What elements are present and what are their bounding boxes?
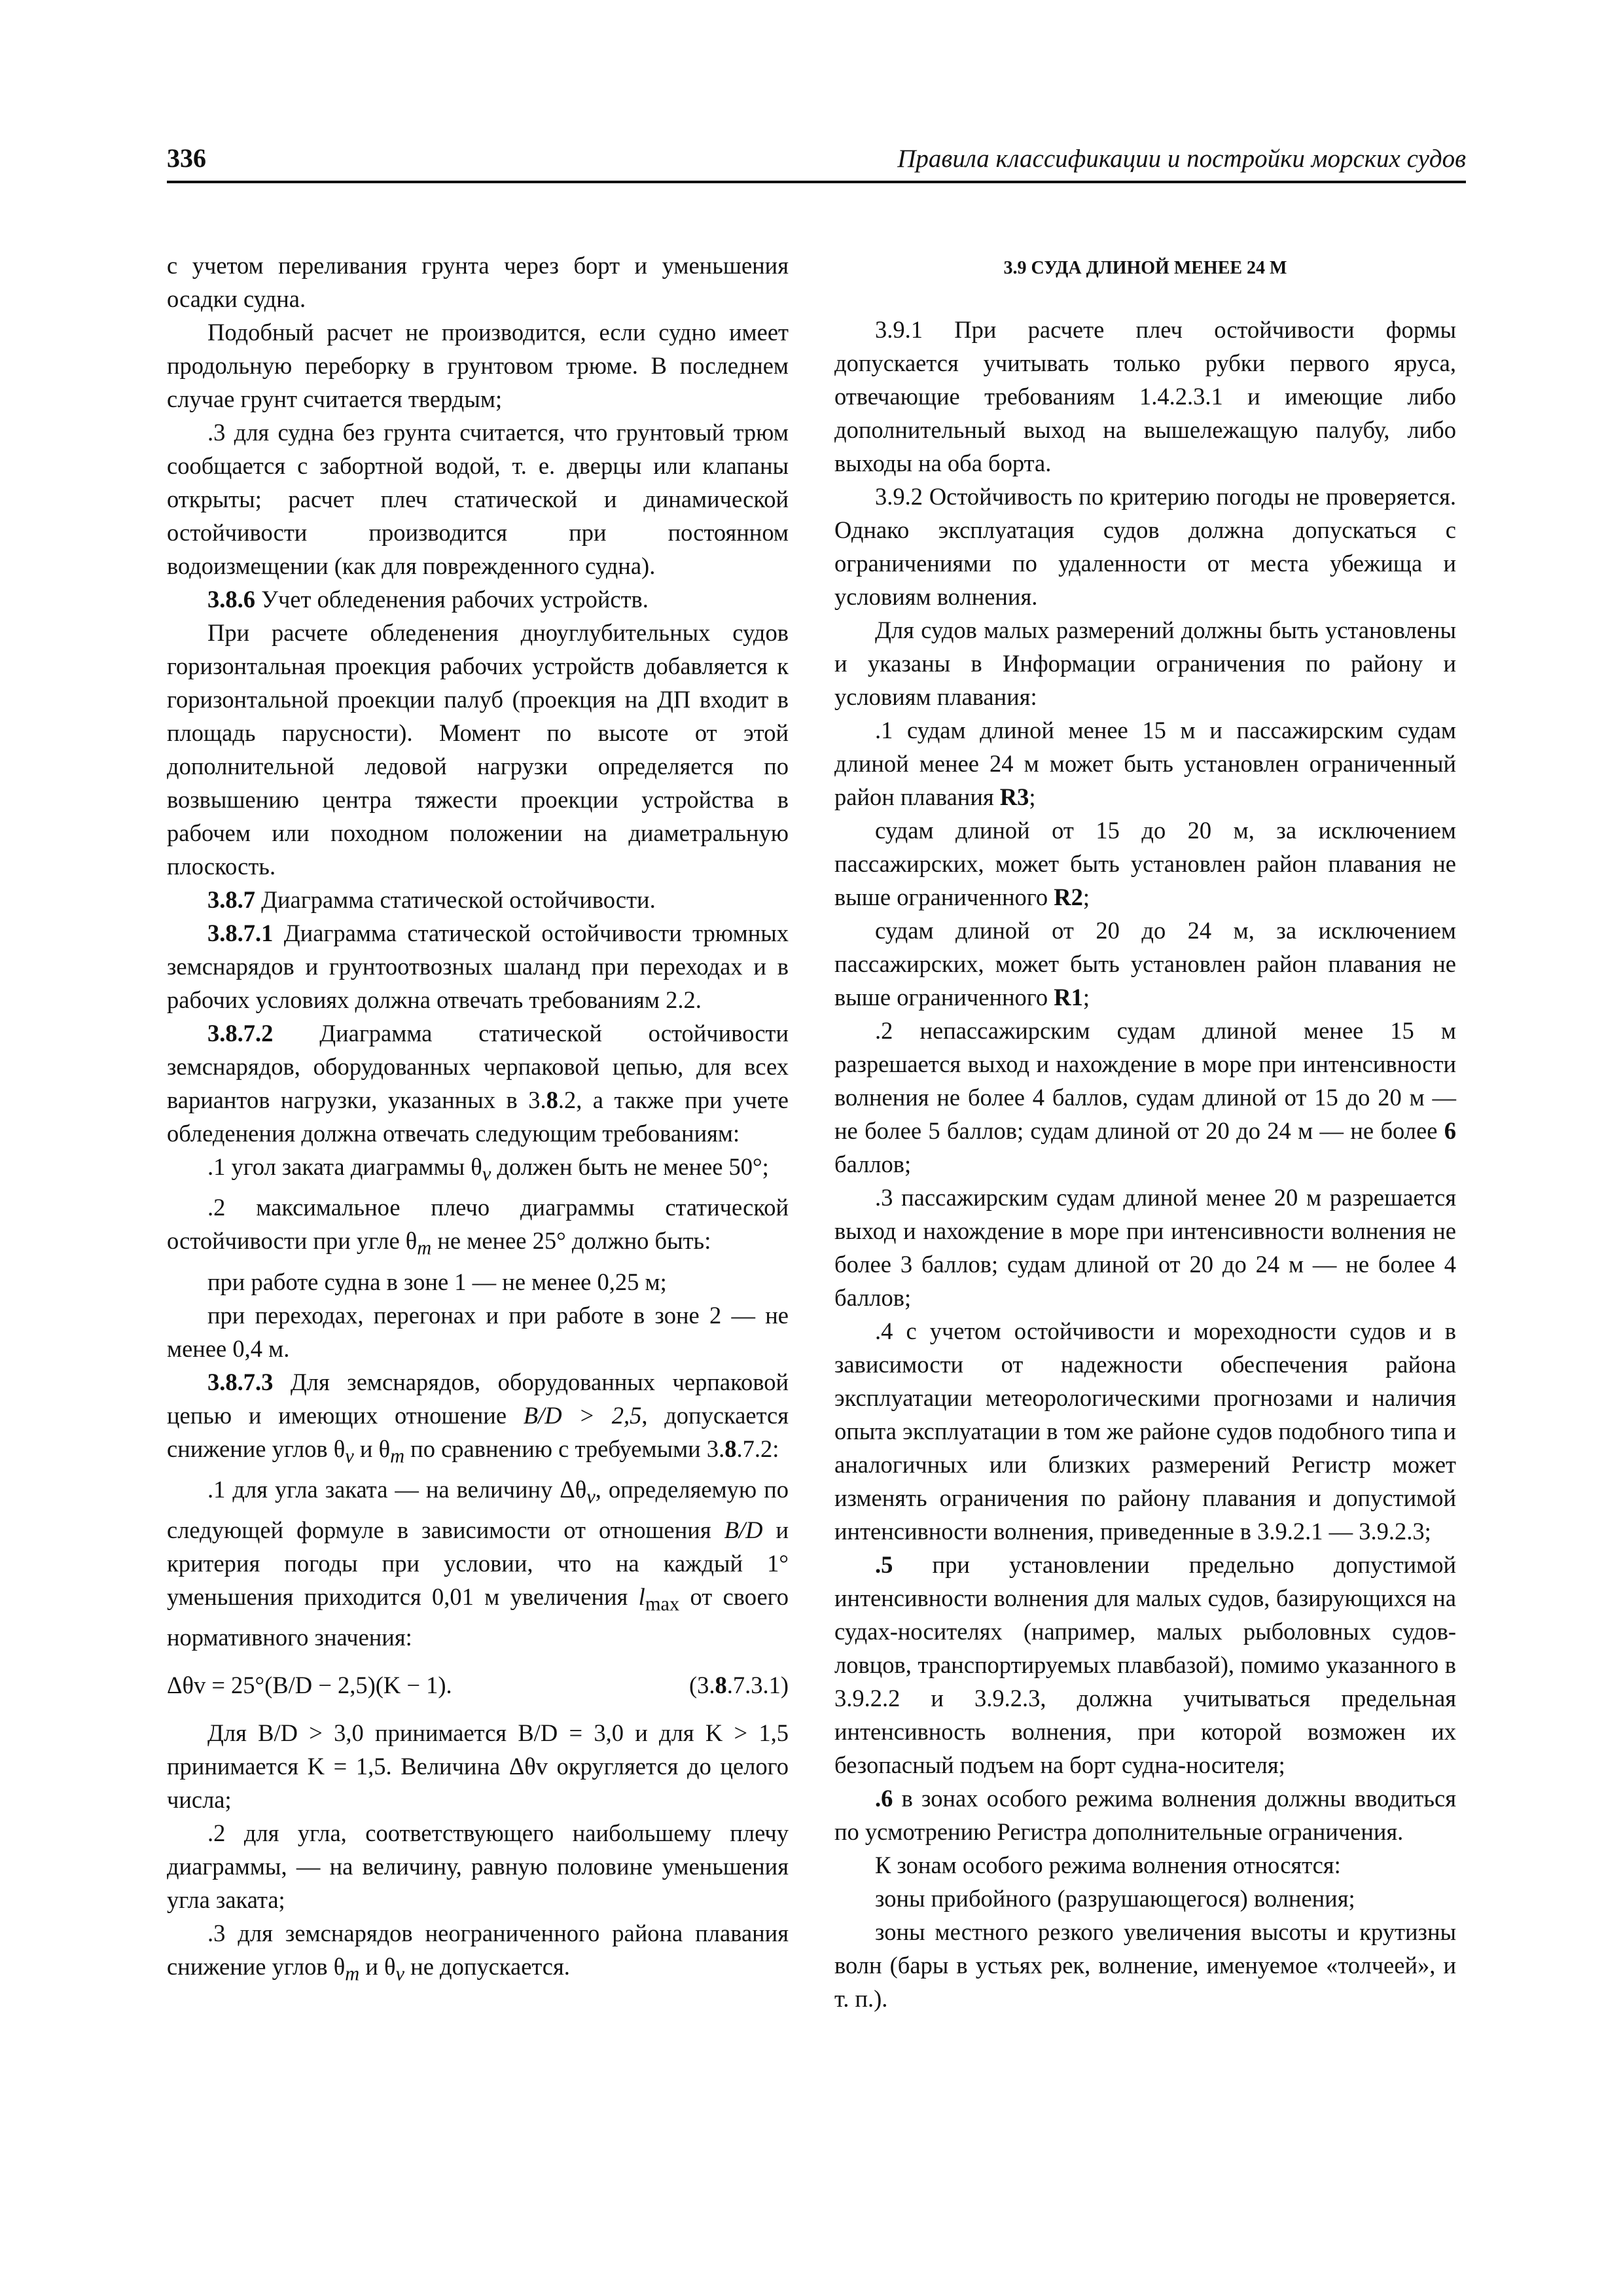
list-item: судам длиной от 20 до 24 м, за исключением пассажирских, может быть установлен район плавания не выше ограниченного R1;	[834, 917, 1456, 1011]
list-item: зоны местного резкого увеличения высоты и крутизны волн (бары в устьях рек, волнение, именуемое «толчеей», и т. п.).	[834, 1918, 1456, 2012]
paragraph: .3 для судна без грунта считается, что грунтовый трюм сообщается с забортной водой, т. е. дверцы или клапаны открыты; расчет плеч статической и динамической остойчивости производится при постоянном водоизмещении (как для поврежденного судна).	[167, 419, 789, 579]
paragraph-3-8-7-1: 3.8.7.1 Диаграмма статической остойчивости трюмных земснарядов и грунтоотвозных шаланд при переходах и в рабочих условиях должна отвечать требованиям 2.2.	[167, 920, 789, 1013]
list-item: .6 в зонах особого режима волнения должны вводиться по усмотрению Регистра дополнительные ограничения.	[834, 1785, 1456, 1845]
paragraph: Подобный расчет не производится, если судно имеет продольную переборку в грунтовом трюме. В последнем случае грунт считается твердым;	[167, 319, 789, 412]
list-item: .1 судам длиной менее 15 м и пассажирским судам длиной менее 24 м может быть установлен ограниченный район плавания R3;	[834, 717, 1456, 810]
list-item: .3 пассажирским судам длиной менее 20 м разрешается выход и нахождение в море при интенсивности волнения не более 3 баллов; судам длиной от 20 до 24 м — не более 4 баллов;	[834, 1184, 1456, 1311]
list-item: зоны прибойного (разрушающегося) волнения;	[875, 1885, 1355, 1912]
list-item: .4 с учетом остойчивости и мореходности судов и в зависимости от надежности обеспечения района эксплуатации метеорологическими прогнозами и наличия опыта эксплуатации в том же районе судов подобного типа и аналогичных или близких размерений Регистр может изменять ограничения по району плавания и допустимой интенсивности волнения, приведенные в 3.9.2.1 — 3.9.2.3;	[834, 1318, 1456, 1545]
section-heading-3-8-7: 3.8.7 Диаграмма статической остойчивости.	[207, 886, 656, 913]
list-item: .3 для земснарядов неограниченного района плавания снижение углов $\theta_m$ и $\theta_v$ не допускается.	[167, 1920, 789, 1985]
paragraph: При расчете обледенения дноуглубительных судов горизонтальная проекция рабочих устройств добавляется к горизонтальной проекции палуб (проекция на ДП входит в площадь парусности). Момент по высоте от этой дополнительной ледовой нагрузки определяется по возвышению центра тяжести проекции устройства в рабочем или походном положении на диаметральную плоскость.	[167, 619, 789, 880]
paragraph-3-9-2: 3.9.2 Остойчивость по критерию погоды не проверяется. Однако эксплуатация судов должна допускаться с ограничениями по удаленности от места убежища и условиям волнения.	[834, 483, 1456, 610]
paragraph-3-9-1: 3.9.1 При расчете плеч остойчивости формы допускается учитывать только рубки первого яруса, отвечающие требованиям 1.4.2.3.1 и имеющие либо дополнительный выход на вышележащую палубу, либо выходы на оба борта.	[834, 316, 1457, 476]
paragraph: с учетом переливания грунта через борт и уменьшения осадки судна.	[167, 252, 789, 312]
formula-number: (3.8.7.3.1)	[688, 1672, 789, 1699]
paragraph: К зонам особого режима волнения относятся:	[875, 1852, 1341, 1878]
list-item: .5 при установлении предельно допустимой интенсивности волнения для малых судов, базирующихся на судах-носителях (например, малых рыболовных судов-ловцов, транспортируемых плавбазой), помимо указанного в 3.9.2.2 и 3.9.2.3, должна учитываться предельная интенсивность волнения, при которой возможен их безопасный подъем на борт судна-носителя;	[834, 1551, 1456, 1778]
list-item: .2 для угла, соответствующего наибольшему плечу диаграммы, — на величину, равную половине уменьшения угла заката;	[167, 1820, 789, 1914]
right-column	[834, 249, 1456, 2015]
paragraph-3-8-7-3: 3.8.7.3 Для земснарядов, оборудованных черпаковой цепью и имеющих отношение B/D > 2,5, допускается снижение углов $\theta_v$ и $\theta_m$ по сравнению с требуемыми 3.8.7.2:	[167, 1368, 789, 1467]
paragraph: Для B/D > 3,0 принимается B/D = 3,0 и для K > 1,5 принимается K = 1,5. Величина Δθv округляется до целого числа;	[167, 1719, 789, 1814]
list-item: при работе судна в зоне 1 — не менее 0,25 м;	[207, 1268, 667, 1295]
list-item: .1 для угла заката — на величину $\Delta\theta_v$, определяемую по следующей формуле в зависимости от отношения B/D и критерия погоды при условии, что на каждый 1° уменьшения приходится 0,01 м увеличения $l_{max}$ от своего нормативного значения:	[167, 1475, 789, 1651]
left-column	[167, 249, 789, 1991]
paragraph-3-8-7-2: 3.8.7.2 Диаграмма статической остойчивости земснарядов, оборудованных черпаковой цепью, для всех вариантов нагрузки, указанных в 3.8.2, а также при учете обледенения должна отвечать следующим требованиям:	[167, 1020, 789, 1147]
formula: Δθv = 25°(B/D − 2,5)(K − 1).	[167, 1672, 452, 1699]
page-header	[167, 137, 1466, 183]
list-item: судам длиной от 15 до 20 м, за исключением пассажирских, может быть установлен район плавания не выше ограниченного R2;	[834, 817, 1456, 910]
section-heading-3-8-6: 3.8.6 Учет обледенения рабочих устройств.	[207, 586, 649, 613]
header-rule	[167, 181, 1466, 183]
list-item: .2 непассажирским судам длиной менее 15 м разрешается выход и нахождение в море при интенсивности волнения не более 4 баллов, судам длиной от 15 до 20 м — не более 5 баллов; судам длиной от 20 до 24 м — не более 6 баллов;	[834, 1017, 1456, 1177]
page-number: 336	[167, 143, 206, 173]
list-item: .2 максимальное плечо диаграммы статической остойчивости при угле $\theta_m$ не менее 25° должно быть:	[167, 1194, 789, 1259]
paragraph: Для судов малых размерений должны быть установлены и указаны в Информации ограничения по району и условиям плавания:	[834, 617, 1456, 710]
list-item: при переходах, перегонах и при работе в зоне 2 — не менее 0,4 м.	[167, 1301, 789, 1362]
list-item: .1 угол заката диаграммы $\theta_v$ должен быть не менее 50°;	[207, 1153, 769, 1185]
section-title-3-9: 3.9 СУДА ДЛИНОЙ МЕНЕЕ 24 М	[1003, 258, 1287, 278]
running-title: Правила классификации и постройки морских судов	[897, 145, 1466, 173]
formula-3-8-7-3-1	[167, 1668, 789, 1702]
